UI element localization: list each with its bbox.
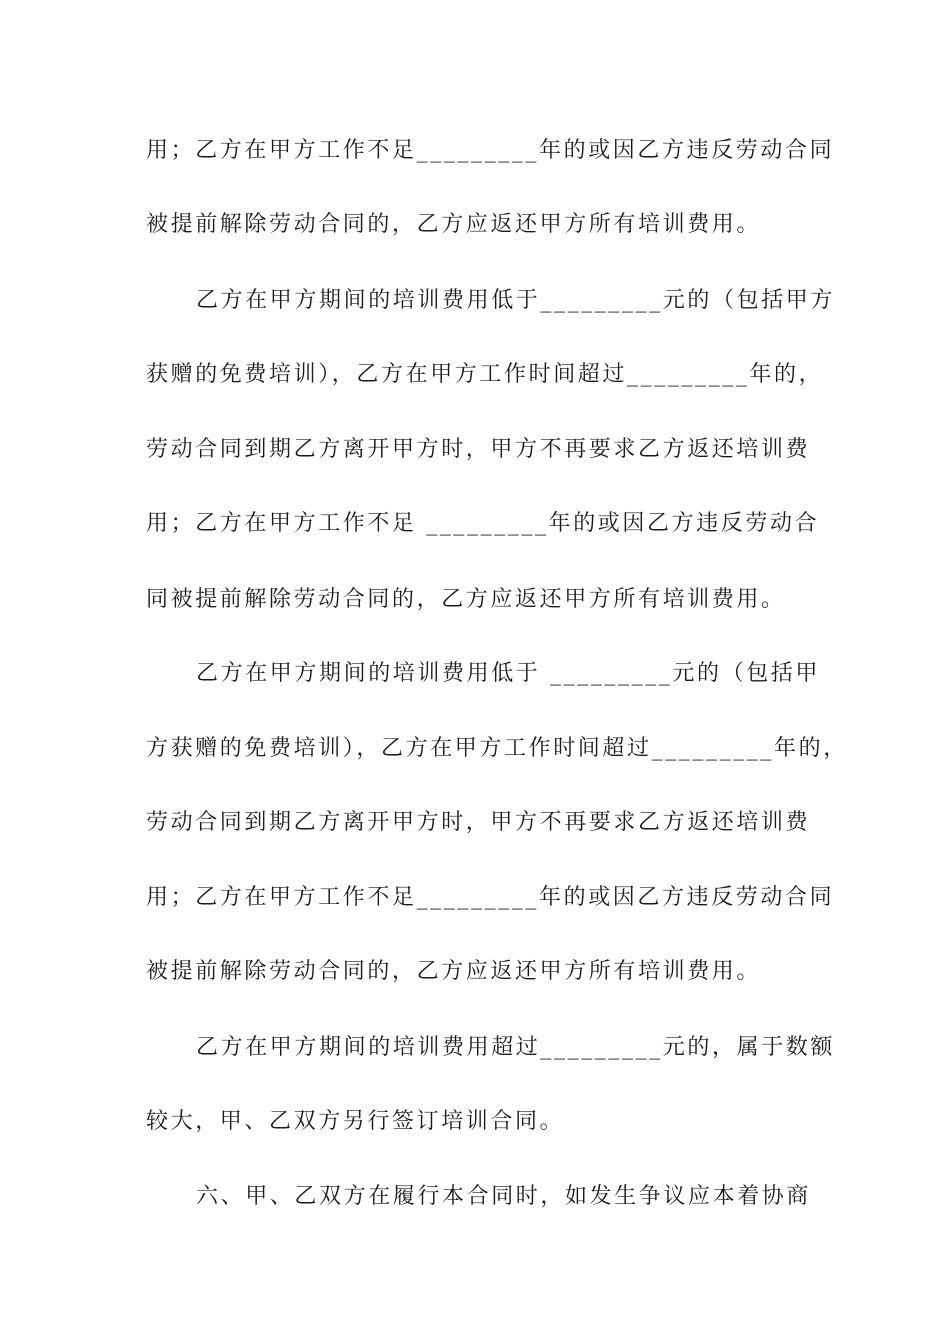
text-line: 获赠的免费培训），乙方在甲方工作时间超过_________年的， xyxy=(146,362,824,387)
text-line: 用；乙方在甲方工作不足 _________年的或因乙方违反劳动合 xyxy=(146,511,820,536)
text-line: 劳动合同到期乙方离开甲方时，甲方不再要求乙方返还培训费 xyxy=(146,437,811,462)
text-line: 同被提前解除劳动合同的，乙方应返还甲方所有培训费用。 xyxy=(146,587,786,612)
paragraph-start-line: 乙方在甲方期间的培训费用低于 _________元的（包括甲 xyxy=(196,661,820,686)
text-line: 用；乙方在甲方工作不足_________年的或因乙方违反劳动合同 xyxy=(146,138,835,163)
paragraph-start-line: 乙方在甲方期间的培训费用低于_________元的（包括甲方 xyxy=(196,288,836,313)
text-line: 劳动合同到期乙方离开甲方时，甲方不再要求乙方返还培训费 xyxy=(146,810,811,835)
paragraph-start-line: 乙方在甲方期间的培训费用超过_________元的，属于数额 xyxy=(196,1035,836,1060)
text-line: 被提前解除劳动合同的，乙方应返还甲方所有培训费用。 xyxy=(146,959,762,984)
text-line: 较大，甲、乙双方另行签订培训合同。 xyxy=(146,1109,565,1134)
text-line: 用；乙方在甲方工作不足_________年的或因乙方违反劳动合同 xyxy=(146,885,835,910)
text-line: 被提前解除劳动合同的，乙方应返还甲方所有培训费用。 xyxy=(146,212,762,237)
paragraph-start-line: 六、甲、乙双方在履行本合同时，如发生争议应本着协商 xyxy=(196,1184,812,1209)
text-line: 方获赠的免费培训），乙方在甲方工作时间超过_________年的， xyxy=(146,736,848,761)
